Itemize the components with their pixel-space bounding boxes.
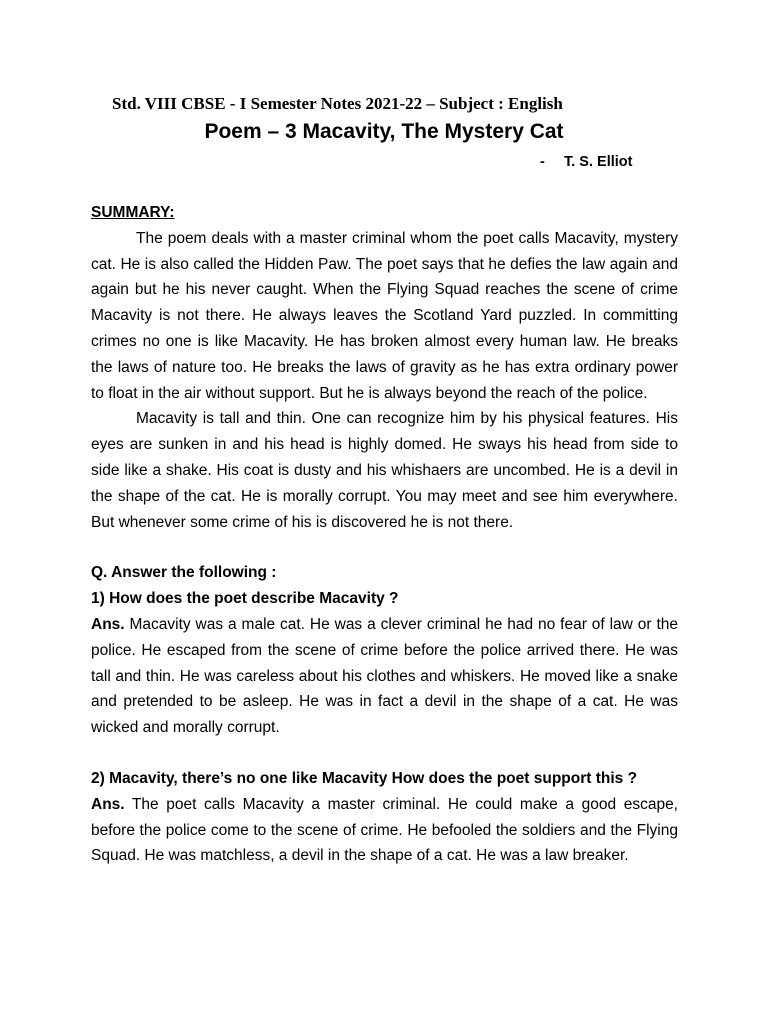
document-body bbox=[91, 200, 678, 869]
answer-2 bbox=[91, 792, 678, 869]
spacer bbox=[91, 535, 678, 560]
answer-2-text: The poet calls Macavity a master criminal. He could make a good escape, before the police come to the scene of crime. He befooled the soldiers and the Flying Squad. He was matchless, a devil in the shape of a cat. He was a law breaker. bbox=[91, 795, 678, 865]
author-name: T. S. Elliot bbox=[564, 154, 633, 170]
author-dash: - bbox=[540, 154, 545, 170]
answer-1-text: Macavity was a male cat. He was a clever criminal he had no fear of law or the police. He escaped from the scene of crime before the police arrived there. He was tall and thin. He was careless about his clothes and whiskers. He moved like a snake and pretended to be asleep. He was in fact a devil in the shape of a cat. He was wicked and morally corrupt. bbox=[91, 615, 678, 737]
notes-header: Std. VIII CBSE - I Semester Notes 2021-22 – Subject : English bbox=[112, 94, 563, 113]
question-1-title: 1) How does the poet describe Macavity ? bbox=[91, 590, 399, 608]
answer-2-label: Ans. bbox=[91, 795, 125, 813]
questions-heading: Q. Answer the following : bbox=[91, 564, 277, 582]
author-line bbox=[540, 152, 632, 172]
answer-1 bbox=[91, 612, 678, 741]
summary-paragraph-1: The poem deals with a master criminal whom the poet calls Macavity, mystery cat. He is also called the Hidden Paw. The poet says that he defies the law again and again but he his never caught. When the Flying Squad reaches the scene of crime Macavity is not there. He always leaves the Scotland Yard puzzled. In committing crimes no one is like Macavity. He has broken almost every human law. He breaks the laws of nature too. He breaks the laws of gravity as he has extra ordinary power to float in the air without support. But he is always beyond the reach of the police. bbox=[91, 229, 678, 402]
summary-paragraph-2: Macavity is tall and thin. One can recognize him by his physical features. His eyes are sunken in and his head is highly domed. He sways his head from side to side like a shake. His coat is dusty and his whishaers are uncombed. He is a devil in the shape of the cat. He is morally corrupt. You may meet and see him everywhere. But whenever some crime of his is discovered he is not there. bbox=[91, 410, 678, 531]
question-2-title: 2) Macavity, there’s no one like Macavity How does the poet support this ? bbox=[91, 769, 638, 787]
summary-heading: SUMMARY: bbox=[91, 204, 175, 221]
poem-title: Poem – 3 Macavity, The Mystery Cat bbox=[204, 120, 564, 143]
answer-1-label: Ans. bbox=[91, 615, 125, 633]
spacer bbox=[91, 741, 678, 766]
